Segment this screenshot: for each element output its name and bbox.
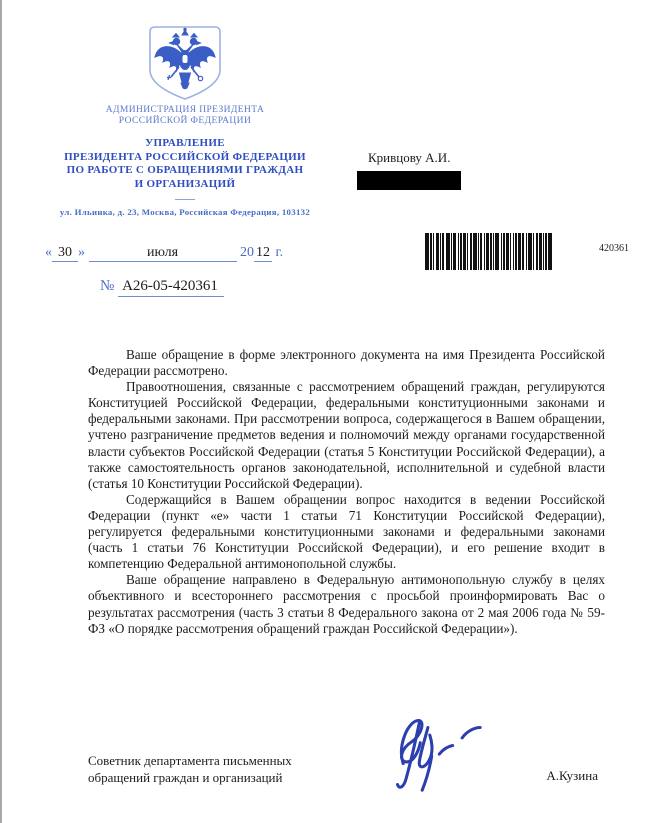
date-open-quote: «	[45, 245, 52, 260]
paragraph-1: Ваше обращение в форме электронного документа на имя Президента Российской Федерации рассмотрено.	[88, 347, 605, 379]
letter-body	[88, 347, 605, 637]
signer-position-line-1: Советник департамента письменных	[88, 753, 292, 768]
department-line-3: ПО РАБОТЕ С ОБРАЩЕНИЯМИ ГРАЖДАН	[66, 164, 304, 176]
department-line-1: УПРАВЛЕНИЕ	[145, 137, 225, 149]
date-century: 20	[240, 245, 254, 260]
signer-name: А.Кузина	[546, 768, 598, 783]
letterhead-divider	[175, 199, 195, 200]
date-year: 12	[256, 245, 270, 260]
number-value: А26-05-420361	[118, 278, 224, 297]
date-day: 30	[52, 245, 78, 262]
signer-position	[88, 753, 348, 786]
administration-title	[22, 105, 348, 127]
org-address: ул. Ильинка, д. 23, Москва, Российская Федерация, 103132	[59, 207, 311, 217]
number-label: №	[100, 278, 115, 294]
paragraph-2: Правоотношения, связанные с рассмотрением обращений граждан, регулируются Конституцией Российской Федерации, федеральными конституционными законами и федеральными законами. При рассмотрении вопроса, содержащегося в Вашем обращении, учтено разграничение предметов ведения и полномочий между органами государственной власти субъектов Российской Федерации (статья 5 Конституции Российской Федерации), а также самостоятельность органов законодательной, исполнительной и судебной власти (статья 10 Конституции Российской Федерации).	[88, 379, 605, 491]
department-line-4: И ОРГАНИЗАЦИЙ	[134, 177, 236, 190]
barcode	[425, 233, 591, 270]
date-month: июля	[89, 245, 237, 262]
document-number-line	[100, 278, 224, 295]
administration-line-2: РОССИЙСКОЙ ФЕДЕРАЦИИ	[118, 116, 252, 126]
barcode-label: 420361	[599, 243, 629, 254]
date-close-quote: »	[78, 245, 85, 260]
department-title	[22, 137, 348, 191]
signer-position-line-2: обращений граждан и организаций	[88, 769, 283, 785]
paragraph-3: Содержащийся в Вашем обращении вопрос находится в ведении Российской Федерации (пункт «е» части 1 статьи 71 Конституции Российской Федерации), регулируется федеральными конституционными законами и федеральными законами (часть 1 статьи 76 Конституции Российской Федерации), и его решение входит в компетенцию Федеральной антимонопольной службы.	[88, 491, 605, 572]
coat-of-arms-icon	[148, 25, 222, 101]
scan-edge-line	[0, 0, 2, 823]
letterhead	[22, 25, 348, 200]
department-line-2: ПРЕЗИДЕНТА РОССИЙСКОЙ ФЕДЕРАЦИИ	[64, 150, 306, 163]
date-suffix: г.	[275, 245, 284, 260]
redacted-address-bar	[357, 171, 461, 190]
administration-line-1: АДМИНИСТРАЦИЯ ПРЕЗИДЕНТА	[105, 105, 265, 115]
date-line	[45, 245, 283, 262]
paragraph-4: Ваше обращение направлено в Федеральную антимонопольную службу в целях объективного и всестороннего рассмотрения с просьбой проинформировать Вас о результатах рассмотрения (часть 3 статьи 8 Федерального закона от 2 мая 2006 года № 59-ФЗ «О порядке рассмотрения обращений граждан Российской Федерации»).	[88, 572, 605, 636]
recipient-name: Кривцову А.И.	[368, 150, 451, 165]
barcode-bar	[552, 233, 553, 270]
handwritten-signature	[388, 712, 483, 800]
